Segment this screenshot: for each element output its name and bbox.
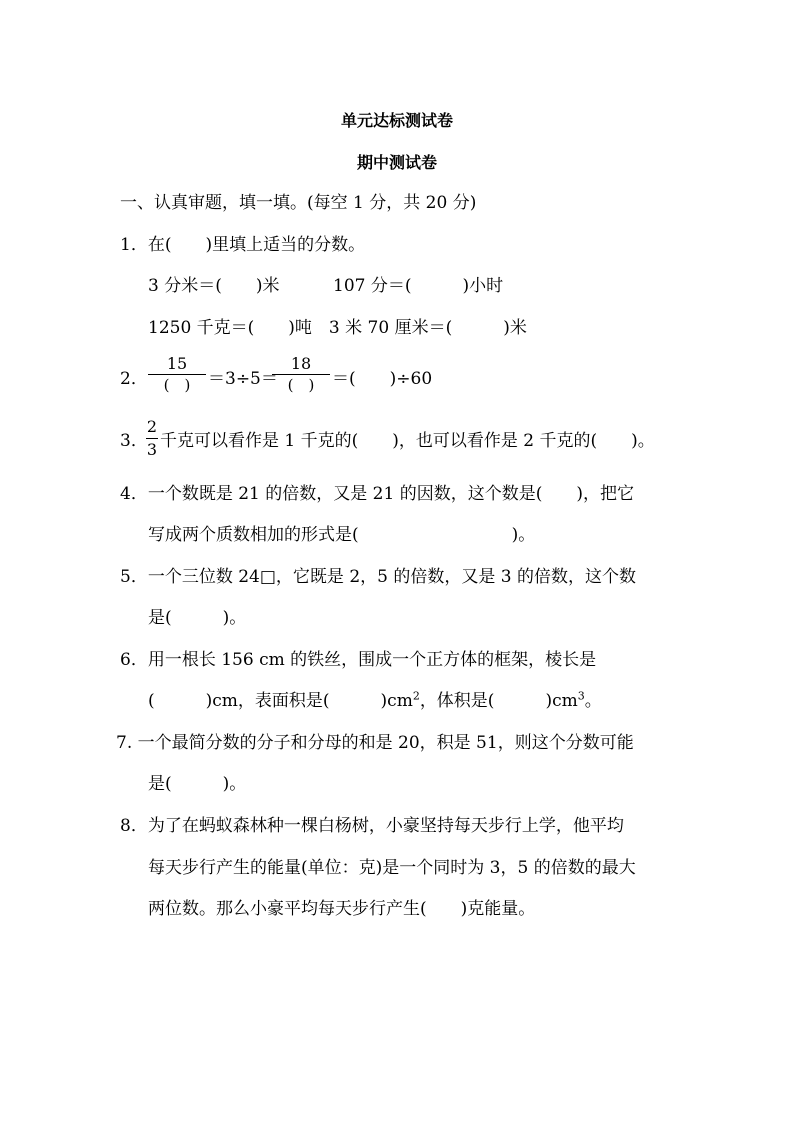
fraction-bar — [148, 374, 206, 375]
q6-end: 。 — [584, 691, 602, 711]
header-subtitle: 期中测试卷 — [356, 153, 437, 172]
q5-line-1: 5．一个三位数 24□，它既是 2，5 的倍数，又是 3 的倍数，这个数 — [120, 567, 636, 587]
section-heading: 一、认真审题，填一填。(每空 1 分，共 20 分) — [120, 193, 477, 213]
q5-line-2: 是( )。 — [148, 608, 247, 628]
q8-line-2: 每天步行产生的能量(单位：克)是一个同时为 3，5 的倍数的最大 — [148, 858, 636, 878]
q1-stem: 1．在( )里填上适当的分数。 — [120, 235, 366, 255]
q8-line-1: 8．为了在蚂蚁森林种一棵白杨树，小豪坚持每天步行上学，他平均 — [120, 816, 624, 836]
q1-item-b: 107 分＝( )小时 — [333, 276, 504, 296]
q4-line-1: 4．一个数既是 21 的倍数，又是 21 的因数，这个数是( )，把它 — [120, 484, 634, 504]
fraction-bar — [146, 438, 158, 439]
q6-line-2 — [148, 690, 602, 712]
q2-frac1-numerator: 15 — [166, 354, 188, 373]
q6-edge-blank: ( )cm，表面积是( )cm — [148, 691, 413, 711]
q6-line-1: 6．用一根长 156 cm 的铁丝，围成一个正方体的框架，棱长是 — [120, 650, 597, 670]
q6-sup-3: 3 — [577, 689, 585, 703]
fraction-bar — [272, 374, 330, 375]
q2-tail: ＝( )÷60 — [332, 369, 433, 389]
header-title: 单元达标测试卷 — [340, 111, 453, 130]
q8-line-3: 两位数。那么小豪平均每天步行产生( )克能量。 — [148, 899, 536, 919]
q1-item-a: 3 分米＝( )米 — [148, 276, 280, 296]
q3-label: 3． — [120, 431, 148, 451]
q4-line-2: 写成两个质数相加的形式是( )。 — [148, 525, 536, 545]
q3-frac-numerator: 2 — [146, 417, 158, 436]
q2-frac2-numerator: 18 — [290, 354, 312, 373]
q2-frac2-denominator: ( ) — [287, 376, 315, 394]
q2-middle: ＝3÷5＝ — [208, 369, 278, 389]
q2-frac1-denominator: ( ) — [163, 376, 191, 394]
q3-fraction — [146, 418, 158, 459]
q3-frac-denominator: 3 — [146, 440, 158, 459]
q2-fraction-1 — [148, 355, 206, 394]
q1-item-c: 1250 千克＝( )吨 3 米 70 厘米＝( )米 — [148, 318, 527, 338]
q6-sup-2: 2 — [412, 689, 420, 703]
q7-line-2: 是( )。 — [148, 774, 247, 794]
q7-line-1: 7. 一个最简分数的分子和分母的和是 20，积是 51，则这个分数可能 — [116, 733, 634, 753]
q3-text: 千克可以看作是 1 千克的( )，也可以看作是 2 千克的( )。 — [160, 431, 655, 451]
q2-fraction-2 — [272, 355, 330, 394]
q6-volume-blank: ，体积是( )cm — [419, 691, 578, 711]
q2-label: 2． — [120, 369, 148, 389]
